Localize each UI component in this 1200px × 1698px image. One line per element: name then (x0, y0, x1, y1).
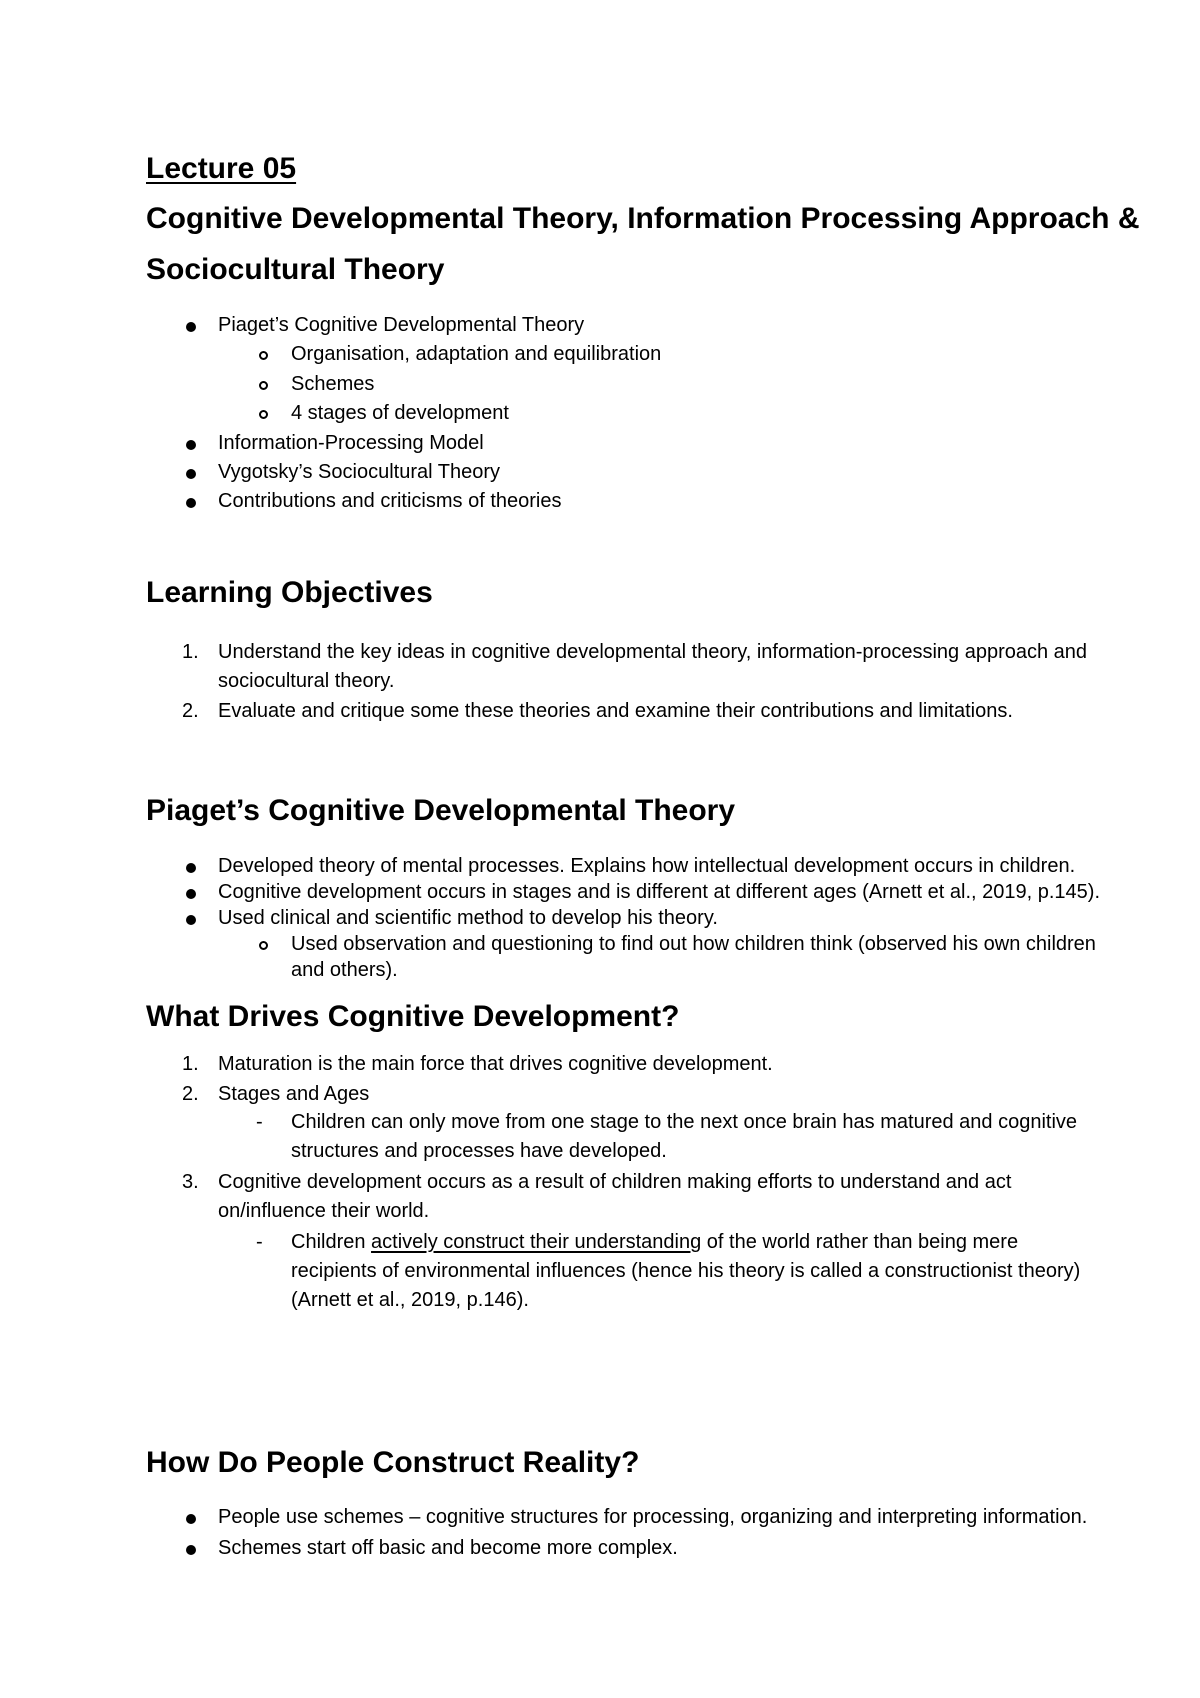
list-item-continuation: sociocultural theory. (218, 670, 395, 692)
list-item: People use schemes – cognitive structures for processing, organizing and interpreting information. (218, 1506, 1088, 1528)
list-item: Evaluate and critique some these theories and examine their contributions and limitations. (218, 700, 1013, 722)
dash-bullet-icon: - (256, 1231, 263, 1253)
list-item-continuation: (Arnett et al., 2019, p.146). (291, 1289, 529, 1311)
learning-objectives-heading: Learning Objectives (146, 576, 433, 609)
list-number: 1. (182, 1053, 199, 1075)
reality-heading: How Do People Construct Reality? (146, 1446, 640, 1479)
list-item: Piaget’s Cognitive Developmental Theory (218, 314, 585, 336)
list-item: Stages and Ages (218, 1083, 370, 1105)
list-item: Schemes (291, 373, 375, 395)
list-item-continuation: and others). (291, 959, 398, 981)
hollow-bullet-icon (259, 410, 268, 419)
bullet-icon (186, 863, 196, 873)
bullet-icon (186, 498, 196, 508)
list-item: Schemes start off basic and become more complex. (218, 1537, 678, 1559)
bullet-icon (186, 469, 196, 479)
list-number: 1. (182, 641, 199, 663)
list-item: Cognitive development occurs as a result of children making efforts to understand and act (218, 1171, 1012, 1193)
page-title-line-1: Cognitive Developmental Theory, Information Processing Approach & (146, 202, 1140, 235)
list-item: Information-Processing Model (218, 432, 484, 454)
list-item: Cognitive development occurs in stages and is different at different ages (Arnett et al., 2019, p.145). (218, 881, 1101, 903)
list-item: Understand the key ideas in cognitive developmental theory, information-processing approach and (218, 641, 1088, 663)
list-item: Contributions and criticisms of theories (218, 490, 562, 512)
list-item: Maturation is the main force that drives cognitive development. (218, 1053, 773, 1075)
list-number: 2. (182, 700, 199, 722)
hollow-bullet-icon (259, 381, 268, 390)
list-item: Children can only move from one stage to the next once brain has matured and cognitive (291, 1111, 1078, 1133)
list-item: Vygotsky’s Sociocultural Theory (218, 461, 500, 483)
list-number: 2. (182, 1083, 199, 1105)
underlined-emphasis: actively construct their understanding (371, 1231, 702, 1253)
list-item: 4 stages of development (291, 402, 509, 424)
piaget-heading: Piaget’s Cognitive Developmental Theory (146, 794, 736, 827)
list-item: Organisation, adaptation and equilibration (291, 343, 662, 365)
list-item: Developed theory of mental processes. Explains how intellectual development occurs in children. (218, 855, 1076, 877)
hollow-bullet-icon (259, 941, 268, 950)
page-title-line-2: Sociocultural Theory (146, 253, 445, 286)
bullet-icon (186, 915, 196, 925)
dash-bullet-icon: - (256, 1111, 263, 1133)
bullet-icon (186, 1545, 196, 1555)
text-run: of the world rather than being mere (701, 1231, 1019, 1253)
drives-heading: What Drives Cognitive Development? (146, 1000, 680, 1033)
text-run: Children (291, 1231, 372, 1253)
bullet-icon (186, 889, 196, 899)
list-item-continuation: recipients of environmental influences (hence his theory is called a constructionist theory) (291, 1260, 1081, 1282)
bullet-icon (186, 1514, 196, 1524)
list-item-continuation: structures and processes have developed. (291, 1140, 667, 1162)
bullet-icon (186, 322, 196, 332)
hollow-bullet-icon (259, 351, 268, 360)
bullet-icon (186, 440, 196, 450)
list-item (291, 1231, 1018, 1254)
list-item-continuation: on/influence their world. (218, 1200, 430, 1222)
lecture-number: Lecture 05 (146, 152, 297, 185)
list-item: Used clinical and scientific method to develop his theory. (218, 907, 718, 929)
list-number: 3. (182, 1171, 199, 1193)
list-item: Used observation and questioning to find out how children think (observed his own children (291, 933, 1096, 955)
